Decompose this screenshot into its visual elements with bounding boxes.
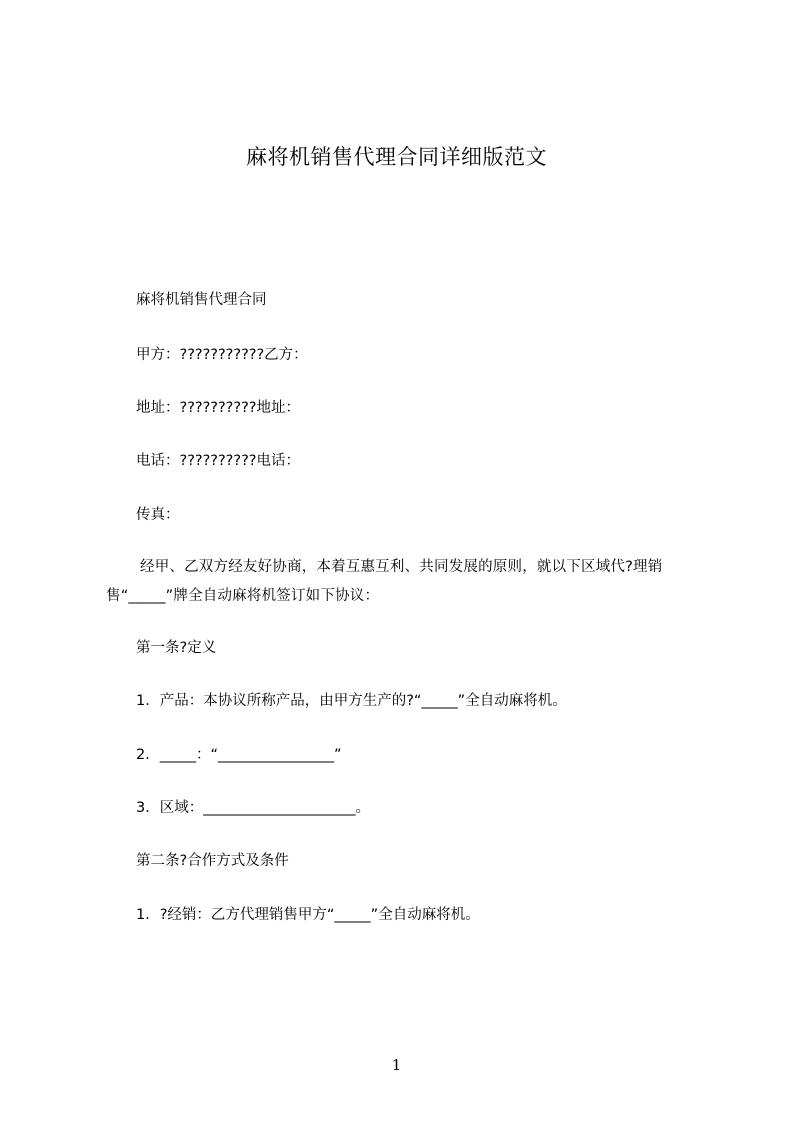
address-line: 地址：??????????地址： [136,400,300,416]
party-a-b-line: 甲方：???????????乙方： [136,347,308,363]
contract-heading: 麻将机销售代理合同 [136,292,267,308]
clause-1-product: 1．产品：本协议所称产品，由甲方生产的?“_____”全自动麻将机。 [136,693,567,709]
phone-line: 电话：??????????电话： [136,453,300,469]
document-title: 麻将机销售代理合同详细版范文 [246,145,547,169]
preamble-paragraph: 经甲、乙双方经友好协商，本着互惠互利、共同发展的原则，就以下区域代?理销售“_____”牌全自动麻将机签订如下协议： [106,559,663,604]
clause-3-region: 3．区域：_____________________。 [136,800,370,816]
article-two-heading: 第二条?合作方式及条件 [136,853,289,869]
page-number: 1 [391,1056,402,1074]
article-one-heading: 第一条?定义 [136,640,217,656]
clause-2-blank: 2．_____：“________________” [136,747,342,763]
fax-line: 传真： [136,507,180,523]
clause-1-distribution: 1．?经销：乙方代理销售甲方“_____”全自动麻将机。 [136,907,480,923]
